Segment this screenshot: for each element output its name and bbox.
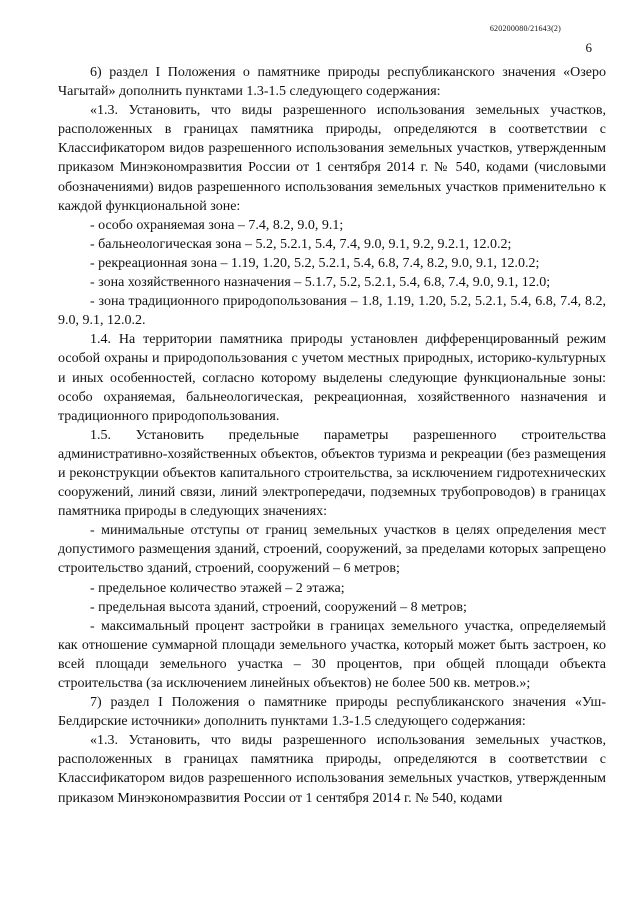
- paragraph-item-6: 6) раздел I Положения о памятнике природы республиканского значения «Озеро Чагытай» дополнить пунктами 1.3-1.5 следующего содержания:: [58, 65, 606, 100]
- paragraph-1-3-chagytai: «1.3. Установить, что виды разрешенного использования земельных участков, расположенных в границах памятника природы, определяются в соответствии с Классификатором видов разрешенного использования земельных участков, утвержденным приказом Минэкономразвития России от 1 сентября 2014 г. № 540, кодами (числовыми обозначениями) видов разрешенного использования земельных участков применительно к каждой функциональной зоне:: [58, 103, 606, 214]
- doc-id: 620200080/21643(2): [489, 24, 561, 33]
- list-item-zone-protected: - особо охраняемая зона – 7.4, 8.2, 9.0, 9.1;: [90, 217, 344, 233]
- paragraph-1-3-ush-beldir: «1.3. Установить, что виды разрешенного использования земельных участков, расположенных в границах памятника природы, определяются в соответствии с Классификатором видов разрешенного использования земельных участков, утвержденным приказом Минэкономразвития России от 1 сентября 2014 г. № 540, кодами: [58, 733, 606, 806]
- list-item-zone-balneological: - бальнеологическая зона – 5.2, 5.2.1, 5.4, 7.4, 9.0, 9.1, 9.2, 9.2.1, 12.0.2;: [90, 236, 512, 252]
- list-item-zone-economic: - зона хозяйственного назначения – 5.1.7, 5.2, 5.2.1, 5.4, 6.8, 7.4, 9.0, 9.1, 12.0;: [90, 275, 551, 291]
- document-body: [58, 63, 606, 808]
- list-item-height: - предельная высота зданий, строений, сооружений – 8 метров;: [90, 599, 467, 615]
- list-item-floors: - предельное количество этажей – 2 этажа;: [90, 580, 345, 596]
- list-item-setbacks: - минимальные отступы от границ земельных участков в целях определения мест допустимого размещения зданий, строений, сооружений, за пределами которых запрещено строительство зданий, строений, сооружений – 6 метров;: [58, 523, 606, 577]
- list-item-zone-traditional: - зона традиционного природопользования – 1.8, 1.19, 1.20, 5.2, 5.2.1, 5.4, 6.8, 7.4, 8.2, 9.0, 9.1, 12.0.2.: [58, 294, 606, 329]
- page-number: 6: [585, 40, 592, 55]
- list-item-coverage: - максимальный процент застройки в границах земельного участка, определяемый как отношение суммарной площади земельного участка, который может быть застроен, ко всей площади земельного участка – 30 процентов, при общей площади объекта строительства (за исключением линейных объектов) не более 500 кв. метров.»;: [58, 618, 606, 691]
- paragraph-item-7: 7) раздел I Положения о памятнике природы республиканского значения «Уш-Белдирские источники» дополнить пунктами 1.3-1.5 следующего содержания:: [58, 695, 606, 730]
- list-item-zone-recreational: - рекреационная зона – 1.19, 1.20, 5.2, 5.2.1, 5.4, 6.8, 7.4, 8.2, 9.0, 9.1, 12.0.2;: [90, 255, 540, 271]
- paragraph-1-4: 1.4. На территории памятника природы установлен дифференцированный режим особой охраны и природопользования с учетом местных природных, историко-культурных и иных особенностей, согласно которому выделены следующие функциональные зоны: особо охраняемая, бальнеологическая, рекреационная, хозяйственного назначения и традиционного природопользования.: [58, 332, 606, 424]
- paragraph-1-5: 1.5. Установить предельные параметры разрешенного строительства административно-хозяйственных объектов, объектов туризма и рекреации (без размещения и реконструкции объектов капитального строительства, за исключением гидротехнических сооружений, линий связи, линий электропередачи, подземных трубопроводов) в границах памятника природы в следующих значениях:: [58, 427, 606, 520]
